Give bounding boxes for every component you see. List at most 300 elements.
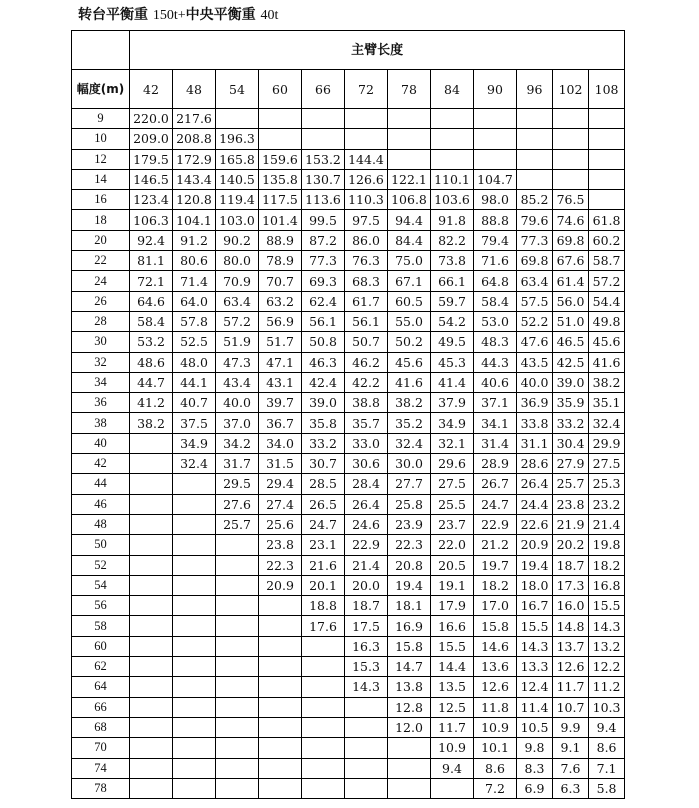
table-cell: 29.4 [259,474,302,494]
table-row [72,190,625,210]
table-cell: 19.7 [474,555,517,575]
table-cell: 135.8 [259,169,302,189]
table-cell: 45.6 [388,352,431,372]
table-row [72,433,625,453]
row-radius-cell: 28 [72,311,130,331]
table-cell: 26.5 [302,494,345,514]
table-cell [173,616,216,636]
table-cell: 13.8 [388,677,431,697]
table-row [72,413,625,433]
table-cell [302,657,345,677]
table-cell: 19.4 [517,555,553,575]
table-cell [474,109,517,129]
table-cell: 22.3 [259,555,302,575]
table-cell: 103.0 [216,210,259,230]
table-cell: 29.5 [216,474,259,494]
column-header: 96 [517,70,553,109]
table-cell [130,657,173,677]
table-cell [553,129,589,149]
table-cell: 80.0 [216,251,259,271]
table-cell: 14.3 [589,616,625,636]
table-cell [130,514,173,534]
table-cell: 53.2 [130,332,173,352]
table-cell: 40.0 [517,372,553,392]
table-cell: 23.9 [388,514,431,534]
table-cell: 143.4 [173,169,216,189]
table-cell: 74.6 [553,210,589,230]
table-cell: 209.0 [130,129,173,149]
table-cell: 88.8 [474,210,517,230]
table-cell: 35.9 [553,393,589,413]
row-radius-cell: 14 [72,169,130,189]
table-cell: 63.2 [259,291,302,311]
table-cell: 14.7 [388,657,431,677]
table-cell: 23.8 [553,494,589,514]
table-cell: 24.4 [517,494,553,514]
table-cell: 7.2 [474,778,517,798]
table-cell: 71.4 [173,271,216,291]
table-cell: 23.7 [431,514,474,534]
row-radius-cell: 62 [72,657,130,677]
table-row [72,271,625,291]
table-cell [259,778,302,798]
table-cell: 43.1 [259,372,302,392]
table-cell: 70.7 [259,271,302,291]
table-cell: 31.5 [259,454,302,474]
row-radius-cell: 78 [72,778,130,798]
table-cell: 140.5 [216,169,259,189]
table-cell: 11.8 [474,697,517,717]
table-cell: 24.7 [302,514,345,534]
table-cell: 71.6 [474,251,517,271]
table-cell [589,149,625,169]
table-cell [388,149,431,169]
table-cell: 16.3 [345,636,388,656]
table-cell: 29.6 [431,454,474,474]
table-cell: 85.2 [517,190,553,210]
row-radius-cell: 70 [72,738,130,758]
table-cell: 12.2 [589,657,625,677]
row-radius-cell: 9 [72,109,130,129]
row-radius-cell: 36 [72,393,130,413]
column-header: 72 [345,70,388,109]
table-cell: 46.5 [553,332,589,352]
table-cell: 58.4 [130,311,173,331]
table-cell [345,109,388,129]
table-cell [130,778,173,798]
table-cell: 15.3 [345,657,388,677]
table-cell [259,616,302,636]
table-cell: 70.9 [216,271,259,291]
table-cell: 99.5 [302,210,345,230]
table-cell: 101.4 [259,210,302,230]
table-cell: 80.6 [173,251,216,271]
table-cell [130,535,173,555]
table-cell: 17.9 [431,596,474,616]
table-cell: 63.4 [216,291,259,311]
table-cell: 57.5 [517,291,553,311]
table-cell: 110.3 [345,190,388,210]
table-cell: 144.4 [345,149,388,169]
row-radius-cell: 18 [72,210,130,230]
table-cell [388,778,431,798]
table-cell: 220.0 [130,109,173,129]
table-cell [173,758,216,778]
table-cell: 24.6 [345,514,388,534]
table-cell: 11.7 [431,717,474,737]
row-radius-cell: 30 [72,332,130,352]
table-cell: 10.3 [589,697,625,717]
table-cell: 10.9 [474,717,517,737]
table-cell [388,738,431,758]
table-cell: 117.5 [259,190,302,210]
table-cell: 22.6 [517,514,553,534]
table-cell: 79.6 [517,210,553,230]
table-cell: 49.5 [431,332,474,352]
table-cell [345,129,388,149]
table-cell: 9.9 [553,717,589,737]
table-cell [517,169,553,189]
table-cell: 79.4 [474,230,517,250]
table-cell: 28.4 [345,474,388,494]
column-header: 90 [474,70,517,109]
table-cell: 14.4 [431,657,474,677]
column-header: 54 [216,70,259,109]
table-row [72,393,625,413]
row-radius-cell: 42 [72,454,130,474]
table-cell: 27.7 [388,474,431,494]
table-cell [130,575,173,595]
table-cell: 15.5 [517,616,553,636]
table-cell: 29.9 [589,433,625,453]
table-cell: 76.5 [553,190,589,210]
table-row [72,778,625,798]
table-cell: 22.3 [388,535,431,555]
table-cell: 19.8 [589,535,625,555]
table-row [72,474,625,494]
table-row [72,311,625,331]
table-cell [173,657,216,677]
table-cell [130,717,173,737]
table-cell: 19.1 [431,575,474,595]
table-cell: 10.9 [431,738,474,758]
table-cell: 8.3 [517,758,553,778]
table-row [72,230,625,250]
table-cell [130,433,173,453]
table-cell: 9.4 [589,717,625,737]
table-cell: 16.0 [553,596,589,616]
table-cell [216,109,259,129]
table-cell: 92.4 [130,230,173,250]
table-cell: 120.8 [173,190,216,210]
table-cell: 110.1 [431,169,474,189]
table-row [72,454,625,474]
row-radius-cell: 74 [72,758,130,778]
table-cell [173,474,216,494]
table-cell: 61.8 [589,210,625,230]
table-cell: 67.1 [388,271,431,291]
table-cell [431,109,474,129]
table-cell: 81.1 [130,251,173,271]
table-cell: 16.8 [589,575,625,595]
table-cell: 196.3 [216,129,259,149]
table-cell: 13.7 [553,636,589,656]
table-cell: 37.5 [173,413,216,433]
table-cell: 25.8 [388,494,431,514]
table-cell [259,657,302,677]
table-cell [130,474,173,494]
table-cell: 47.1 [259,352,302,372]
table-cell: 25.5 [431,494,474,514]
table-cell: 35.8 [302,413,345,433]
table-cell: 14.3 [517,636,553,656]
table-cell: 20.9 [259,575,302,595]
table-cell: 38.2 [388,393,431,413]
table-cell: 57.2 [589,271,625,291]
table-cell: 14.6 [474,636,517,656]
table-cell: 31.4 [474,433,517,453]
table-cell: 90.2 [216,230,259,250]
table-cell: 27.5 [589,454,625,474]
table-cell [173,575,216,595]
table-cell [259,738,302,758]
table-cell [589,190,625,210]
column-header: 102 [553,70,589,109]
column-header: 84 [431,70,474,109]
table-row [72,657,625,677]
table-cell: 165.8 [216,149,259,169]
table-cell: 58.4 [474,291,517,311]
table-cell: 18.7 [553,555,589,575]
row-radius-cell: 32 [72,352,130,372]
table-cell: 12.8 [388,697,431,717]
column-header: 66 [302,70,345,109]
table-cell: 43.4 [216,372,259,392]
table-cell [302,758,345,778]
table-cell: 9.1 [553,738,589,758]
table-cell: 86.0 [345,230,388,250]
table-cell: 25.7 [216,514,259,534]
table-cell [517,149,553,169]
table-cell [302,109,345,129]
table-cell [302,738,345,758]
table-row [72,677,625,697]
table-cell [173,677,216,697]
row-radius-cell: 16 [72,190,130,210]
title-part-3: 中央平衡重 [185,7,261,23]
table-cell [302,129,345,149]
table-cell: 52.2 [517,311,553,331]
table-cell: 10.1 [474,738,517,758]
table-cell: 44.3 [474,352,517,372]
table-row [72,758,625,778]
table-cell: 78.9 [259,251,302,271]
table-cell: 179.5 [130,149,173,169]
row-radius-cell: 12 [72,149,130,169]
table-row [72,514,625,534]
table-row [72,555,625,575]
table-cell [302,697,345,717]
table-cell [173,697,216,717]
table-row [72,149,625,169]
table-cell: 51.9 [216,332,259,352]
table-cell: 69.8 [517,251,553,271]
table-cell: 18.1 [388,596,431,616]
table-cell [259,758,302,778]
table-cell: 66.1 [431,271,474,291]
table-cell [216,636,259,656]
table-cell [173,596,216,616]
table-cell [345,778,388,798]
table-cell: 25.6 [259,514,302,534]
table-cell: 16.9 [388,616,431,636]
table-cell: 22.0 [431,535,474,555]
table-cell: 13.3 [517,657,553,677]
table-row [72,738,625,758]
table-cell [589,169,625,189]
table-cell: 21.9 [553,514,589,534]
table-cell: 27.6 [216,494,259,514]
table-cell: 61.4 [553,271,589,291]
table-cell [173,738,216,758]
table-cell: 106.3 [130,210,173,230]
table-cell: 47.3 [216,352,259,372]
table-cell: 91.8 [431,210,474,230]
row-radius-cell: 60 [72,636,130,656]
table-cell [259,636,302,656]
table-cell: 26.4 [517,474,553,494]
column-header: 78 [388,70,431,109]
table-cell: 77.3 [517,230,553,250]
table-cell: 33.2 [302,433,345,453]
table-row [72,494,625,514]
table-cell [216,616,259,636]
table-cell: 55.0 [388,311,431,331]
table-cell: 35.7 [345,413,388,433]
load-chart-table [71,30,625,799]
table-cell: 50.7 [345,332,388,352]
table-cell [173,717,216,737]
table-cell: 146.5 [130,169,173,189]
table-cell: 69.3 [302,271,345,291]
table-cell: 22.9 [474,514,517,534]
table-cell: 23.2 [589,494,625,514]
table-cell: 34.1 [474,413,517,433]
column-header: 60 [259,70,302,109]
table-cell [130,677,173,697]
table-cell: 18.8 [302,596,345,616]
table-cell [259,677,302,697]
table-cell: 12.4 [517,677,553,697]
table-cell [431,778,474,798]
table-cell: 21.4 [589,514,625,534]
table-cell: 16.6 [431,616,474,636]
table-cell: 72.1 [130,271,173,291]
table-cell: 38.2 [130,413,173,433]
table-cell: 30.6 [345,454,388,474]
table-cell [517,109,553,129]
table-cell: 10.7 [553,697,589,717]
table-row [72,697,625,717]
table-cell: 48.3 [474,332,517,352]
table-cell: 77.3 [302,251,345,271]
table-cell: 60.2 [589,230,625,250]
table-cell: 217.6 [173,109,216,129]
table-cell: 91.2 [173,230,216,250]
table-cell: 50.8 [302,332,345,352]
table-cell [345,758,388,778]
table-row [72,636,625,656]
table-cell: 41.6 [589,352,625,372]
table-cell: 25.7 [553,474,589,494]
table-cell [216,717,259,737]
table-cell: 38.8 [345,393,388,413]
table-cell [302,778,345,798]
table-cell [259,697,302,717]
table-cell: 35.1 [589,393,625,413]
table-cell: 50.2 [388,332,431,352]
table-cell: 33.0 [345,433,388,453]
table-cell: 51.0 [553,311,589,331]
table-cell: 11.7 [553,677,589,697]
table-cell: 7.1 [589,758,625,778]
page-title [78,4,278,24]
table-cell [216,596,259,616]
row-radius-cell: 68 [72,717,130,737]
table-cell: 64.6 [130,291,173,311]
table-cell: 13.5 [431,677,474,697]
table-cell [173,514,216,534]
title-part-1: 转台平衡重 [78,7,153,23]
table-cell [173,778,216,798]
table-cell: 159.6 [259,149,302,169]
table-cell [216,555,259,575]
table-cell [216,758,259,778]
table-cell: 12.5 [431,697,474,717]
table-cell: 64.0 [173,291,216,311]
table-cell [302,717,345,737]
table-cell: 28.5 [302,474,345,494]
table-cell: 41.2 [130,393,173,413]
row-radius-cell: 10 [72,129,130,149]
table-cell: 18.2 [474,575,517,595]
table-cell [589,109,625,129]
table-cell: 35.2 [388,413,431,433]
table-cell: 30.0 [388,454,431,474]
table-cell: 39.0 [302,393,345,413]
table-cell: 20.9 [517,535,553,555]
table-cell: 15.5 [589,596,625,616]
table-cell: 52.5 [173,332,216,352]
row-radius-cell: 26 [72,291,130,311]
table-cell: 45.3 [431,352,474,372]
table-cell: 48.0 [173,352,216,372]
table-cell [173,636,216,656]
table-cell: 68.3 [345,271,388,291]
table-cell: 26.7 [474,474,517,494]
table-cell: 20.2 [553,535,589,555]
table-cell: 36.7 [259,413,302,433]
table-cell: 9.8 [517,738,553,758]
column-header: 48 [173,70,216,109]
table-cell: 13.6 [474,657,517,677]
table-cell: 34.0 [259,433,302,453]
row-radius-cell: 48 [72,514,130,534]
table-cell: 41.4 [431,372,474,392]
table-cell [130,758,173,778]
table-cell: 14.3 [345,677,388,697]
table-cell: 15.8 [474,616,517,636]
